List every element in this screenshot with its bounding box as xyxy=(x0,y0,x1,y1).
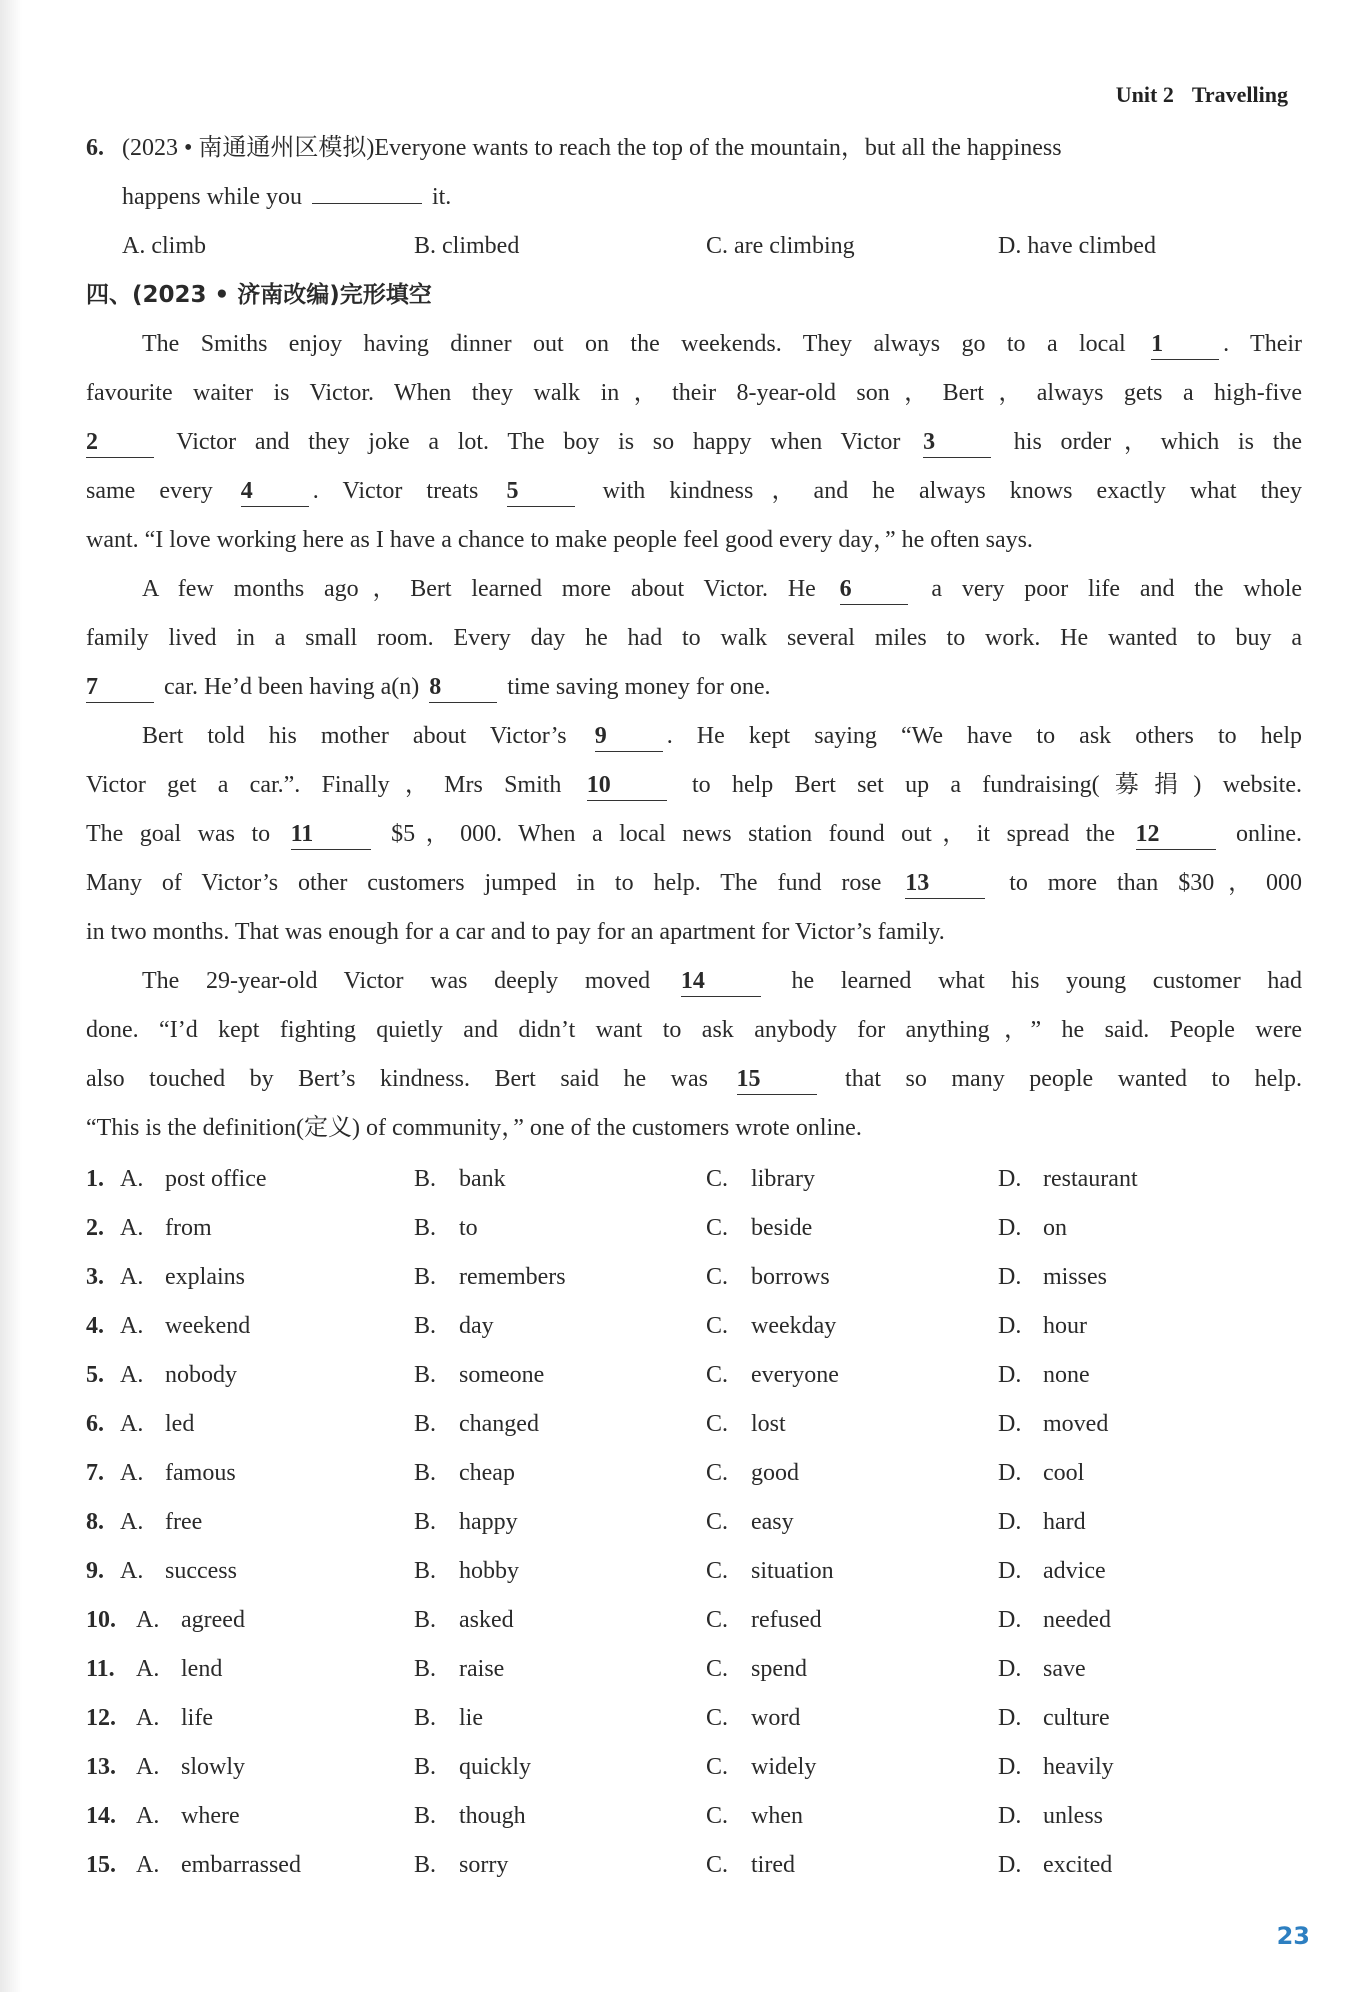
option-text: misses xyxy=(1043,1264,1108,1290)
answer-number: 10. xyxy=(86,1607,116,1633)
option-letter: B. xyxy=(414,1754,437,1780)
option-a[interactable]: A. climb xyxy=(122,233,206,259)
answer-number: 6. xyxy=(86,1411,104,1437)
question-text: happens while you xyxy=(122,184,302,210)
option-a[interactable] xyxy=(120,1302,414,1351)
option-letter: D. xyxy=(998,1803,1022,1829)
answer-row xyxy=(86,1253,1302,1302)
option-letter: D. xyxy=(998,1264,1022,1290)
blank-4[interactable]: 4 xyxy=(241,476,309,507)
option-letter: A. xyxy=(120,1215,144,1241)
option-letter: C. xyxy=(706,1509,729,1535)
passage-text: time saving money for one. xyxy=(507,674,771,700)
option-letter: C. xyxy=(706,1460,729,1486)
option-text: restaurant xyxy=(1043,1166,1138,1192)
option-b[interactable] xyxy=(414,1547,706,1596)
option-letter: C. xyxy=(706,1558,729,1584)
option-letter: C. xyxy=(706,1264,729,1290)
blank-2[interactable]: 2 xyxy=(86,427,154,458)
option-text: embarrassed xyxy=(181,1852,301,1878)
passage-line xyxy=(86,957,1302,1006)
option-letter: B. xyxy=(414,1607,437,1633)
option-d[interactable] xyxy=(998,1351,1090,1400)
option-c[interactable] xyxy=(706,1351,998,1400)
option-b[interactable] xyxy=(414,1694,706,1743)
option-text: where xyxy=(181,1803,240,1829)
passage-text: he learned what his young customer had xyxy=(791,968,1303,994)
option-b[interactable] xyxy=(414,1400,706,1449)
passage-text: same every xyxy=(86,478,213,504)
option-letter: A. xyxy=(120,1558,144,1584)
passage-line xyxy=(86,418,1302,467)
question-6-stem xyxy=(86,124,1302,173)
answer-options-list xyxy=(86,1155,1302,1890)
option-d[interactable] xyxy=(998,1694,1110,1743)
passage-text: online. xyxy=(1236,821,1303,847)
option-text: led xyxy=(165,1411,195,1437)
option-text: none xyxy=(1043,1362,1090,1388)
blank-9[interactable]: 9 xyxy=(595,721,663,752)
option-letter: A. xyxy=(136,1656,160,1682)
option-letter: B. xyxy=(414,1656,437,1682)
option-a[interactable] xyxy=(120,1351,414,1400)
page-number: 23 xyxy=(1276,1922,1310,1950)
blank-3[interactable]: 3 xyxy=(923,427,991,458)
option-text: free xyxy=(165,1509,203,1535)
option-text: post office xyxy=(165,1166,267,1192)
answer-number: 8. xyxy=(86,1509,104,1535)
answer-row xyxy=(86,1449,1302,1498)
option-text: excited xyxy=(1043,1852,1113,1878)
option-text: sorry xyxy=(459,1852,509,1878)
answer-row xyxy=(86,1694,1302,1743)
answer-number: 2. xyxy=(86,1215,104,1241)
blank-1[interactable]: 1 xyxy=(1151,329,1219,360)
option-text: nobody xyxy=(165,1362,237,1388)
passage-text: to more than $30，000 xyxy=(1009,870,1302,896)
option-text: slowly xyxy=(181,1754,246,1780)
passage-line xyxy=(86,810,1302,859)
option-text: culture xyxy=(1043,1705,1110,1731)
blank-7[interactable]: 7 xyxy=(86,672,154,703)
answer-row xyxy=(86,1743,1302,1792)
option-text: spend xyxy=(751,1656,807,1682)
option-text: good xyxy=(751,1460,799,1486)
option-text: word xyxy=(751,1705,801,1731)
answer-number: 1. xyxy=(86,1166,104,1192)
passage-line xyxy=(86,663,1302,712)
passage-line: favourite waiter is Victor. When they walk in，their 8-year-old son，Bert，always gets a high-five xyxy=(86,380,1302,406)
option-letter: B. xyxy=(414,1166,437,1192)
option-text: lend xyxy=(181,1656,223,1682)
option-letter: A. xyxy=(120,1460,144,1486)
passage-text: The goal was to xyxy=(86,821,271,847)
passage-text: $5，000. When a local news station found out，it spread the xyxy=(391,821,1116,847)
blank-13[interactable]: 13 xyxy=(905,868,985,899)
option-text: though xyxy=(459,1803,526,1829)
option-c[interactable] xyxy=(706,1645,998,1694)
option-c[interactable] xyxy=(706,1449,998,1498)
answer-number: 5. xyxy=(86,1362,104,1388)
running-head xyxy=(1116,82,1288,108)
option-d[interactable] xyxy=(998,1743,1114,1792)
blank-14[interactable]: 14 xyxy=(681,966,761,997)
option-letter: D. xyxy=(998,1509,1022,1535)
passage-text: with kindness，and he always knows exactly what they xyxy=(602,478,1302,504)
option-letter: C. xyxy=(706,1705,729,1731)
answer-row xyxy=(86,1204,1302,1253)
option-text: when xyxy=(751,1803,803,1829)
option-text: success xyxy=(165,1558,237,1584)
option-letter: B. xyxy=(414,1362,437,1388)
option-a[interactable] xyxy=(136,1743,414,1792)
passage-line xyxy=(86,859,1302,908)
question-text: (2023 • 南通通州区模拟)Everyone wants to reach the top of the mountain，but all the happiness xyxy=(122,135,1062,161)
option-text: cool xyxy=(1043,1460,1085,1486)
option-text: to xyxy=(459,1215,478,1241)
option-a[interactable] xyxy=(120,1253,414,1302)
blank-10[interactable]: 10 xyxy=(587,770,667,801)
option-letter: C. xyxy=(706,1656,729,1682)
option-d[interactable] xyxy=(998,1155,1138,1204)
option-a[interactable] xyxy=(120,1400,414,1449)
option-a[interactable] xyxy=(136,1645,414,1694)
option-text: needed xyxy=(1043,1607,1111,1633)
answer-row xyxy=(86,1792,1302,1841)
option-text: raise xyxy=(459,1656,505,1682)
passage-line xyxy=(86,761,1302,810)
option-c[interactable] xyxy=(706,1841,998,1890)
passage-line xyxy=(86,712,1302,761)
option-letter: A. xyxy=(120,1362,144,1388)
option-letter: B. xyxy=(414,1705,437,1731)
answer-number: 15. xyxy=(86,1852,116,1878)
option-letter: A. xyxy=(120,1166,144,1192)
option-c[interactable] xyxy=(706,1596,998,1645)
option-letter: C. xyxy=(706,1411,729,1437)
option-text: explains xyxy=(165,1264,245,1290)
option-text: day xyxy=(459,1313,494,1339)
option-b[interactable] xyxy=(414,1449,706,1498)
passage-text: Bert told his mother about Victor’s xyxy=(142,723,567,749)
answer-row xyxy=(86,1155,1302,1204)
option-text: bank xyxy=(459,1166,506,1192)
option-text: beside xyxy=(751,1215,813,1241)
option-letter: D. xyxy=(998,1656,1022,1682)
option-letter: A. xyxy=(136,1607,160,1633)
option-b[interactable] xyxy=(414,1253,706,1302)
page-edge-shadow xyxy=(0,0,22,1992)
unit-title: Travelling xyxy=(1191,82,1288,107)
passage-text: A few months ago，Bert learned more about Victor. He xyxy=(142,576,816,602)
option-c[interactable] xyxy=(706,1253,998,1302)
option-d[interactable] xyxy=(998,1596,1111,1645)
option-text: widely xyxy=(751,1754,817,1780)
option-letter: B. xyxy=(414,1313,437,1339)
section-title: 四、(2023 • 济南改编)完形填空 xyxy=(86,282,432,308)
blank-12[interactable]: 12 xyxy=(1136,819,1216,850)
passage-text: . Their xyxy=(1223,331,1303,357)
option-a[interactable] xyxy=(136,1694,414,1743)
option-letter: D. xyxy=(998,1852,1022,1878)
option-text: tired xyxy=(751,1852,795,1878)
option-letter: B. xyxy=(414,1558,437,1584)
passage-text: . Victor treats xyxy=(312,478,479,504)
question-6-options xyxy=(86,222,1302,271)
passage-text: . He kept saying “We have to ask others to help xyxy=(666,723,1302,749)
option-d[interactable]: D. have climbed xyxy=(998,233,1156,259)
option-text: weekend xyxy=(165,1313,251,1339)
option-c[interactable] xyxy=(706,1400,998,1449)
option-b[interactable] xyxy=(414,1155,706,1204)
option-c[interactable] xyxy=(706,1547,998,1596)
option-text: hobby xyxy=(459,1558,519,1584)
answer-number: 11. xyxy=(86,1656,115,1682)
option-letter: B. xyxy=(414,1215,437,1241)
option-letter: A. xyxy=(136,1803,160,1829)
option-d[interactable] xyxy=(998,1645,1086,1694)
option-d[interactable] xyxy=(998,1792,1103,1841)
option-letter: D. xyxy=(998,1705,1022,1731)
option-letter: D. xyxy=(998,1460,1022,1486)
option-letter: D. xyxy=(998,1558,1022,1584)
option-b[interactable] xyxy=(414,1204,706,1253)
passage-text: Victor get a car.”. Finally，Mrs Smith xyxy=(86,772,562,798)
option-d[interactable] xyxy=(998,1400,1108,1449)
passage-text: The 29-year-old Victor was deeply moved xyxy=(142,968,651,994)
option-text: from xyxy=(165,1215,212,1241)
option-text: happy xyxy=(459,1509,518,1535)
answer-number: 12. xyxy=(86,1705,116,1731)
passage-text: his order，which is the xyxy=(1013,429,1303,455)
passage-text: The Smiths enjoy having dinner out on the weekends. They always go to a local xyxy=(142,331,1126,357)
option-text: weekday xyxy=(751,1313,837,1339)
option-letter: B. xyxy=(414,1803,437,1829)
option-b[interactable] xyxy=(414,1743,706,1792)
option-letter: D. xyxy=(998,1411,1022,1437)
option-a[interactable] xyxy=(120,1449,414,1498)
option-b[interactable]: B. climbed xyxy=(414,233,520,259)
option-b[interactable] xyxy=(414,1841,706,1890)
answer-row xyxy=(86,1400,1302,1449)
option-letter: D. xyxy=(998,1607,1022,1633)
option-text: hour xyxy=(1043,1313,1087,1339)
option-a[interactable] xyxy=(136,1596,414,1645)
option-a[interactable] xyxy=(120,1498,414,1547)
blank-6[interactable]: 6 xyxy=(840,574,908,605)
answer-number: 13. xyxy=(86,1754,116,1780)
option-letter: B. xyxy=(414,1509,437,1535)
option-letter: D. xyxy=(998,1362,1022,1388)
option-text: remembers xyxy=(459,1264,566,1290)
option-text: changed xyxy=(459,1411,539,1437)
option-letter: B. xyxy=(414,1460,437,1486)
option-text: easy xyxy=(751,1509,794,1535)
option-letter: B. xyxy=(414,1264,437,1290)
passage-line: family lived in a small room. Every day he had to walk several miles to work. He wanted to buy a xyxy=(86,625,1302,651)
option-text: life xyxy=(181,1705,213,1731)
option-a[interactable] xyxy=(136,1841,414,1890)
answer-row xyxy=(86,1645,1302,1694)
option-text: borrows xyxy=(751,1264,830,1290)
option-letter: C. xyxy=(706,1754,729,1780)
option-letter: A. xyxy=(136,1705,160,1731)
option-a[interactable] xyxy=(136,1792,414,1841)
option-b[interactable] xyxy=(414,1498,706,1547)
answer-row xyxy=(86,1351,1302,1400)
option-a[interactable] xyxy=(120,1547,414,1596)
passage-line xyxy=(86,1055,1302,1104)
passage-text: a very poor life and the whole xyxy=(931,576,1303,602)
option-c[interactable] xyxy=(706,1302,998,1351)
option-letter: C. xyxy=(706,1607,729,1633)
option-b[interactable] xyxy=(414,1302,706,1351)
option-c[interactable] xyxy=(706,1204,998,1253)
option-text: lie xyxy=(459,1705,483,1731)
passage-text: that so many people wanted to help. xyxy=(845,1066,1303,1092)
option-letter: A. xyxy=(120,1509,144,1535)
option-text: quickly xyxy=(459,1754,531,1780)
option-a[interactable] xyxy=(120,1155,414,1204)
answer-row xyxy=(86,1302,1302,1351)
option-text: hard xyxy=(1043,1509,1086,1535)
option-text: moved xyxy=(1043,1411,1109,1437)
answer-row xyxy=(86,1547,1302,1596)
blank-8[interactable]: 8 xyxy=(429,672,497,703)
passage-line: in two months. That was enough for a car and to pay for an apartment for Victor’s family. xyxy=(86,919,945,945)
option-text: save xyxy=(1043,1656,1086,1682)
option-b[interactable] xyxy=(414,1792,706,1841)
option-letter: D. xyxy=(998,1215,1022,1241)
option-b[interactable] xyxy=(414,1645,706,1694)
option-letter: C. xyxy=(706,1313,729,1339)
option-letter: B. xyxy=(414,1411,437,1437)
option-text: library xyxy=(751,1166,815,1192)
option-letter: A. xyxy=(136,1754,160,1780)
option-b[interactable] xyxy=(414,1596,706,1645)
answer-row xyxy=(86,1596,1302,1645)
option-letter: C. xyxy=(706,1362,729,1388)
answer-number: 4. xyxy=(86,1313,104,1339)
option-d[interactable] xyxy=(998,1302,1087,1351)
answer-number: 9. xyxy=(86,1558,104,1584)
option-letter: A. xyxy=(136,1852,160,1878)
blank-5[interactable]: 5 xyxy=(507,476,575,507)
passage-text: car. He’d been having a(n) xyxy=(164,674,420,700)
option-text: advice xyxy=(1043,1558,1106,1584)
option-text: lost xyxy=(751,1411,786,1437)
unit-label: Unit 2 xyxy=(1115,82,1174,107)
passage-line: “This is the definition(定义) of community，” one of the customers wrote online. xyxy=(86,1115,862,1141)
option-d[interactable] xyxy=(998,1841,1112,1890)
option-text: on xyxy=(1043,1215,1067,1241)
option-text: someone xyxy=(459,1362,545,1388)
passage-line xyxy=(86,467,1302,516)
option-letter: D. xyxy=(998,1313,1022,1339)
option-c[interactable]: C. are climbing xyxy=(706,233,855,259)
answer-number: 7. xyxy=(86,1460,104,1486)
blank-11[interactable]: 11 xyxy=(291,819,371,850)
content xyxy=(86,124,1302,1890)
option-b[interactable] xyxy=(414,1351,706,1400)
passage-line xyxy=(86,320,1302,369)
option-letter: C. xyxy=(706,1166,729,1192)
option-c[interactable] xyxy=(706,1155,998,1204)
answer-row xyxy=(86,1498,1302,1547)
option-letter: A. xyxy=(120,1313,144,1339)
answer-row xyxy=(86,1841,1302,1890)
option-letter: C. xyxy=(706,1215,729,1241)
option-c[interactable] xyxy=(706,1498,998,1547)
option-d[interactable] xyxy=(998,1547,1106,1596)
option-text: refused xyxy=(751,1607,822,1633)
option-letter: B. xyxy=(414,1852,437,1878)
option-letter: C. xyxy=(706,1852,729,1878)
option-letter: D. xyxy=(998,1166,1022,1192)
passage-line xyxy=(86,565,1302,614)
answer-number: 14. xyxy=(86,1803,116,1829)
option-d[interactable] xyxy=(998,1449,1084,1498)
cloze-passage xyxy=(86,320,1302,1153)
option-text: cheap xyxy=(459,1460,515,1486)
passage-text: to help Bert set up a fundraising(募捐) website. xyxy=(692,772,1303,798)
option-letter: D. xyxy=(998,1754,1022,1780)
option-text: asked xyxy=(459,1607,514,1633)
option-text: famous xyxy=(165,1460,236,1486)
question-6-stem-line2 xyxy=(86,173,1302,222)
passage-line: want. “I love working here as I have a chance to make people feel good every day，” he often says. xyxy=(86,527,1033,553)
option-letter: C. xyxy=(706,1803,729,1829)
option-text: heavily xyxy=(1043,1754,1114,1780)
option-d[interactable] xyxy=(998,1498,1086,1547)
question-number: 6. xyxy=(86,135,104,161)
option-a[interactable] xyxy=(120,1204,414,1253)
option-d[interactable] xyxy=(998,1253,1107,1302)
option-c[interactable] xyxy=(706,1694,998,1743)
answer-blank[interactable] xyxy=(312,203,422,204)
blank-15[interactable]: 15 xyxy=(737,1064,817,1095)
option-text: everyone xyxy=(751,1362,839,1388)
question-text: it. xyxy=(431,184,452,210)
option-text: situation xyxy=(751,1558,834,1584)
option-c[interactable] xyxy=(706,1743,998,1792)
option-letter: A. xyxy=(120,1264,144,1290)
option-letter: A. xyxy=(120,1411,144,1437)
option-d[interactable] xyxy=(998,1204,1067,1253)
passage-line: done. “I’d kept fighting quietly and didn’t want to ask anybody for anything，” he said. People were xyxy=(86,1017,1302,1043)
passage-text: also touched by Bert’s kindness. Bert said he was xyxy=(86,1066,708,1092)
passage-text: Many of Victor’s other customers jumped in to help. The fund rose xyxy=(86,870,882,896)
answer-number: 3. xyxy=(86,1264,104,1290)
option-text: unless xyxy=(1043,1803,1103,1829)
option-text: agreed xyxy=(181,1607,245,1633)
passage-text: Victor and they joke a lot. The boy is so happy when Victor xyxy=(176,429,901,455)
option-c[interactable] xyxy=(706,1792,998,1841)
